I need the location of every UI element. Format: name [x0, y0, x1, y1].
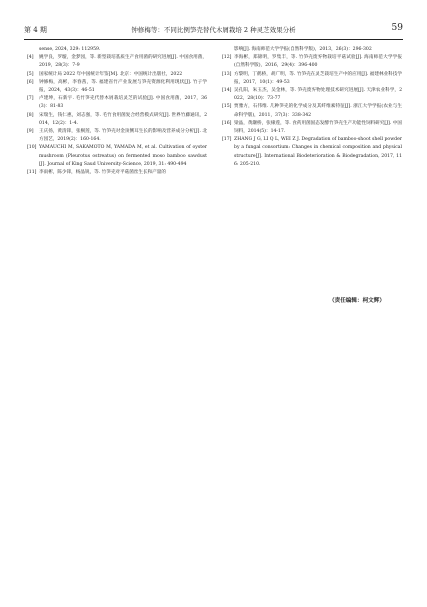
reference-number: [7]: [27, 96, 34, 102]
header-rule: [24, 39, 403, 40]
reference-item: [27, 95, 207, 111]
reference-number: [10]: [27, 145, 37, 151]
reference-text: 国家统计局 2022 年中国统计年鉴[M]. 北京：中国统计出版社，2022: [39, 71, 183, 77]
reference-item: [222, 71, 402, 87]
reference-number: [11]: [27, 170, 37, 176]
reference-number: [4]: [27, 55, 34, 61]
reference-number: [13]: [222, 71, 232, 77]
reference-text: 贾雅方，石伟维. 几种笋壳的化学成分及其纤维素特征[J]. 浙江大学学报(农业与生命科学版)，2011，37(3)：338-342: [234, 104, 402, 118]
reference-text: 方黎明，丁鹤桥，胡广明，等. 竹笋壳在灵芝栽培生产中的应用[J]. 福建林业科技学报，2017，10(1)：49-53: [234, 71, 402, 85]
reference-text: 卢建坤，石新宇. 毛竹笋壳代替木屑栽培灵芝的试验[J]. 中国食用菌，2017，36(3)：81-83: [39, 96, 207, 110]
reference-text: 李海彬，郑锦明，罗集丰，等. 竹笋壳废弃物栽培平菇试验[J]. 海南师范大学学报(自然科学版)，2016，29(4)：396-400: [234, 55, 402, 69]
responsible-editor-note: （责任编辑：柯文辉）: [329, 298, 385, 304]
reference-list-right: [222, 46, 402, 169]
reference-number: [16]: [222, 120, 232, 126]
reference-text: 李雨彬，陈少锋，杨晶锐，等. 竹笋壳对平菇菌丝生长和产量的: [39, 170, 166, 176]
reference-item: [27, 144, 207, 169]
reference-item: [27, 112, 207, 128]
reference-item: [222, 136, 402, 169]
running-header: [24, 14, 403, 38]
reference-text: 影响[J]. 海南师范大学学报(自然科学版)，2013，26(3)：296-302: [234, 47, 372, 52]
reference-item: [222, 54, 402, 70]
reference-item: [27, 54, 207, 70]
reference-text: 王庆扬，黄清锋，张桐莲，等. 竹笋壳对金顶侧耳生长的影响及营养成分分析[J]. 北方园艺，2019(2)：160-164.: [39, 129, 207, 143]
reference-number: [6]: [27, 79, 34, 85]
reference-item: [27, 46, 207, 54]
reference-item: [27, 71, 207, 79]
reference-text: YAMAUCHI M, SAKAMOTO M, YAMADA M, et al. Cultivation of oyster mushroom (Pleurotus ostreatus) on fermented moso bamboo sawdust[J]. Journal of King Saud University-Science, 2019, 31: 490-494: [39, 145, 207, 167]
reference-text: ZHANG J G, LI Q L, WEI Z J. Degradation of bamboo-shoot shell powder by a fungal consortium: Changes in chemical composition and physical structure[J]. International Biodeterioration & Biodegradation, 2017, 116: 205-210.: [234, 137, 402, 167]
reference-item: [222, 46, 402, 54]
reference-number: [14]: [222, 88, 232, 94]
reference-item: [222, 120, 402, 136]
reference-text: 宋瑞生，钱仁惠，刘志强，等. 毛竹食用菌复合经营模式研究[J]. 世界竹藤通讯，2014，12(2)：1-4.: [39, 112, 207, 126]
reference-text: 梁晶，黄灏桥，张棣莲，等. 食药用菌固态发酵竹笋壳生产功能性饲料研究[J]. 中国饲料，2014(5)：14-17.: [234, 120, 402, 135]
reference-text: 钟修梅，高彬，李春茜，等. 福建省竹产业发展与笋壳资源化利用现状[J]. 竹子学报，2024，43(3)：46-51: [39, 79, 207, 94]
reference-number: [5]: [27, 71, 34, 77]
reference-list-left: [27, 46, 207, 177]
reference-number: [9]: [27, 129, 34, 135]
reference-text: 姚学良，罗璇，金梦园，等. 新型栽培基质生产食用菌的研究进展[J]. 中国食用菌，2019，28(3)：7-9: [39, 55, 207, 69]
reference-number: [17]: [222, 137, 232, 143]
reference-item: [27, 79, 207, 95]
reference-number: [12]: [222, 55, 232, 61]
reference-item: [222, 103, 402, 119]
issue-number: 第 4 期: [24, 26, 47, 34]
reference-text: sense, 2024, 329: 112959.: [39, 47, 101, 52]
page-number: 59: [391, 23, 403, 33]
reference-item: [222, 87, 402, 103]
reference-number: [8]: [27, 112, 34, 118]
reference-text: 吴孔阳，朱玉杰，吴金林，等. 笋壳废弃物处理技术研究进展[J]. 天津农业科学，2022，28(10)：73-77: [234, 88, 402, 102]
reference-item: [27, 128, 207, 144]
reference-number: [15]: [222, 104, 232, 110]
reference-item: [27, 169, 207, 177]
running-title: 钟修梅等：不同比例笋壳替代木屑栽培 2 种灵芝效果分析: [131, 26, 296, 34]
